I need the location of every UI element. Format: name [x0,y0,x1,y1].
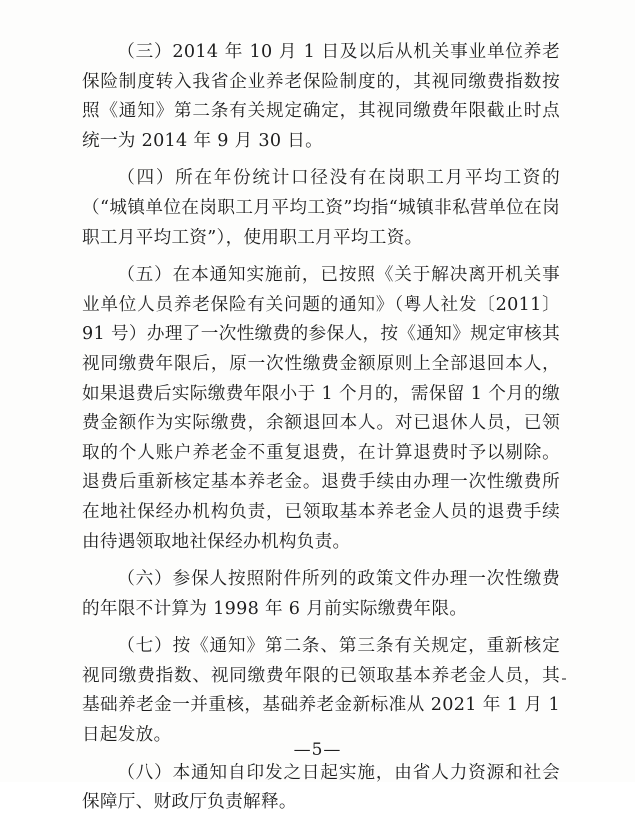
page-number: —5— [293,740,342,760]
paragraph-6: （六）参保人按照附件所列的政策文件办理一次性缴费的年限不计算为 1998 年 6 月前实际缴费年限。 [82,569,560,619]
paragraph-7: （七）按《通知》第二条、第三条有关规定，重新核定视同缴费指数、视同缴费年限的已领取基本养老金人员，其基础养老金一并重核，基础养老金新标准从 2021 年 1 月 1 日起发放。 [82,636,560,746]
paragraph-4: （四）所在年份统计口径没有在岗职工月平均工资的（“城镇单位在岗职工月平均工资”均指“城镇非私营单位在岗职工月平均工资”），使用职工月平均工资。 [82,168,560,248]
paragraph-8: （八）本通知自印发之日起实施，由省人力资源和社会保障厅、财政厅负责解释。 [82,762,560,813]
document-body [82,38,560,826]
paragraph-5: （五）在本通知实施前，已按照《关于解决离开机关事业单位人员养老保险有关问题的通知》（粤人社发〔2011〕91 号）办理了一次性缴费的参保人，按《通知》规定审核其视同缴费年限后，原一次性缴费金额原则上全部退回本人，如果退费后实际缴费年限小于 1 个月的，需保留 1 个月的缴费金额作为实际缴费，余额退回本人。对已退休人员，已领取的个人账户养老金不重复退费，在计算退费时予以剔除。退费后重新核定基本养老金。退费手续由办理一次性缴费所在地社保经办机构负责，已领取基本养老金人员的退费手续由待遇领取地社保经办机构负责。 [82,265,560,552]
scan-speck [562,678,566,680]
paragraph-3: （三）2014 年 10 月 1 日及以后从机关事业单位养老保险制度转入我省企业养老保险制度的，其视同缴费指数按照《通知》第二条有关规定确定，其视同缴费年限截止时点统一为 2014 年 9 月 30 日。 [82,42,560,151]
